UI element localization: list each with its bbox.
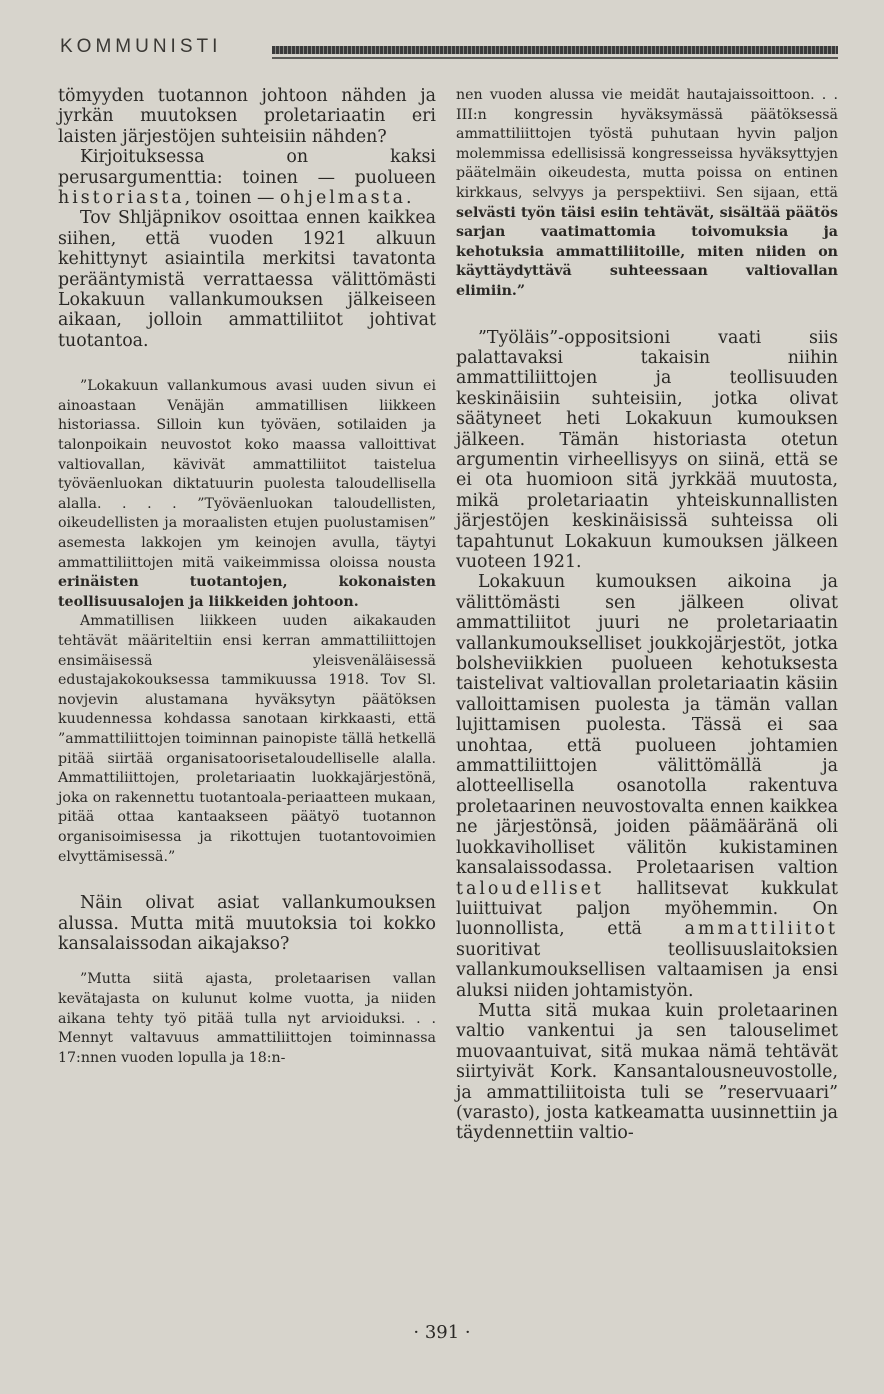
left-paragraph-4: Näin olivat asiat vallankumouksen alussa. Mutta mitä muutoksia toi kokko kansalaissodan aikajakso? (58, 893, 436, 954)
quote-1-bold: erinäisten tuotantojen, kokonaisten teollisuusalojen ja liikkeiden johtoon. (58, 574, 436, 610)
right-paragraph-2 (456, 572, 838, 1001)
quote-block-4 (456, 86, 838, 302)
left-paragraph-2 (58, 147, 436, 208)
right-paragraph-2-part-a: Lokakuun kumouksen aikoina ja välittömästi sen jälkeen olivat ammattiliitot juuri ne proletariaatin vallankumoukselliset joukkojärjestöt, jotka bolsheviikkien puolueen kehotuksesta taistelivat valtiovallan proletariaatin käsiin valloittamisen puolesta ja tämän vallan lujittamisen puolesta. Tässä ei saa unohtaa, että puolueen johtamien ammattiliittojen välittömällä ja alotteellisella osanotolla rakentuva proletaarinen neuvostovalta ennen kaikkea ne järjestönsä, joiden päämääränä oli luokkaviholliset välitön kukistaminen kansalaissodassa. Proletaarisen valtion (456, 572, 838, 879)
quote-4-text: nen vuoden alussa vie meidät hautajaissoittoon. . . III:n kongressin hyväksymässä päätöksessä ammattiliittojen työstä puhutaan hyvin paljon molemmissa edellisissä kongresseissa hyväksyttyjen päätelmäin oikeudesta, mutta poissa on entinen kirkkaus, selvyys ja perspektiivi. Sen sijaan, että (456, 87, 838, 201)
right-paragraph-2-part-e: suoritivat teollisuuslaitoksien vallankumouksellisen valtaamisen ja ensi aluksi niiden johtamistyön. (456, 939, 838, 1001)
quote-block-2: Ammatillisen liikkeen uuden aikakauden tehtävät määriteltiin ensi kerran ammattiliittojen ensimäisessä yleisvenäläisessä edustajakokouksessa tammikuussa 1918. Tov Sl. novjevin alustamana hyväksytyn päätöksen kuudennessa kohdassa sanotaan kirkkaasti, että ”ammattiliittojen toiminnan painopiste tällä hetkellä pitää siirtää organisatoorisetaloudelliselle alalla. Ammattiliittojen, proletariaatin luokkajärjestönä, joka on rakennettu tuotantoala-periaatteen mukaan, pitää ottaa kantaakseen päätyö tuotannon organisoimisessa ja rikottujen tuotantovoimien elvyttämisessä.” (58, 613, 436, 865)
quote-block-3: ”Mutta siitä ajasta, proletaarisen vallan kevätajasta on kulunut kolme vuotta, ja niiden aikana tehty työ pitää tulla nyt arvioiduksi. . . Mennyt valtavuus ammattiliittojen toiminnassa 17:nnen vuoden lopulla ja 18:n- (58, 971, 436, 1066)
header-rule (272, 46, 838, 54)
emphasis-history: historiasta (58, 188, 185, 209)
left-paragraph-2-part-e: . (405, 188, 412, 209)
page-header (60, 36, 838, 66)
right-paragraph-3: Mutta sitä mukaa kuin proletaarinen valtio vankentui ja sen talouselimet muovaantuivat, sitä mukaa nämä tehtävät siirtyivät Kork. Kansantalousneuvostolle, ja ammattiliitoista tuli se ”reservuaari” (varasto), josta katkeamatta uusinnettiin ja täydennettiin valtio- (456, 1000, 838, 1144)
journal-title: KOMMUNISTI (60, 36, 222, 57)
emphasis-program: ohjelmasta (279, 188, 406, 209)
right-paragraph-1: ”Työläis”-oppositsioni vaati siis palattavaksi takaisin niihin ammattiliittojen ja teollisuuden keskinäisiin suhteisiin, jotka olivat säätyneet heti Lokakuun kumouksen jälkeen. Tämän historiasta otetun argumentin virheellisyys on siinä, että se ei ota huomioon sitä jyrkkää muutosta, mikä proletariaatin yhteiskunnallisten järjestöjen keskinäisissä suhteissa oli tapahtunut Lokakuun kumouksen jälkeen vuoteen 1921. (456, 327, 838, 572)
quote-block-1 (58, 377, 436, 612)
emphasis-trade-unions: ammattiliitot (684, 919, 838, 940)
page-number: · 391 · (413, 1322, 471, 1343)
right-column (456, 86, 838, 1144)
left-paragraph-3: Tov Shljäpnikov osoittaa ennen kaikkea siihen, että vuoden 1921 alkuun kehittynyt asiaintila merkitsi tavatonta perääntymistä verrattaessa välittömästi Lokakuun vallankumouksen jälkeiseen aikaan, jolloin ammattiliitot johtivat tuotantoa. (58, 208, 436, 351)
quote-4-bold: selvästi työn täisi esiin tehtävät, sisältää päätös sarjan vaatimattomia toivomuksia ja kehotuksia ammattiliitoille, miten niiden on käyttäydyttävä suhteessaan valtiovallan elimiin.” (456, 204, 838, 299)
left-paragraph-1: tömyyden tuotannon johtoon nähden ja jyrkän muutoksen proletariaatin eri laisten järjestöjen suhteisiin nähden? (58, 86, 436, 147)
left-paragraph-2-part-c: , toinen — (184, 188, 280, 209)
left-column (58, 86, 436, 1068)
quote-1-text: ”Lokakuun vallankumous avasi uuden sivun ei ainoastaan Venäjän ammatillisen liikkeen historiassa. Silloin kun työväen, sotilaiden ja talonpoikain neuvostot koko maassa valloittivat valtiovallan, kävivät ammattiliitot taistelua työväenluokan diktatuurin puolesta taloudellisella alalla. . . . ”Työväenluokan taloudellisten, oikeudellisten ja moraalisten etujen puolustamisen” asemesta lakkojen ym keinojen avulla, täytyi ammattiliittojen mitä vaikeimmissa oloissa nousta (58, 378, 436, 571)
left-paragraph-2-part-a: Kirjoituksessa on kaksi perusargumenttia: toinen — puolueen (58, 147, 436, 188)
right-paragraph-2-part-c: hallitsevat kukkulat luiittuivat paljon myöhemmin. On luonnollista, että (456, 878, 838, 940)
emphasis-economic: taloudelliset (456, 878, 604, 899)
header-rule-thin (272, 57, 838, 59)
